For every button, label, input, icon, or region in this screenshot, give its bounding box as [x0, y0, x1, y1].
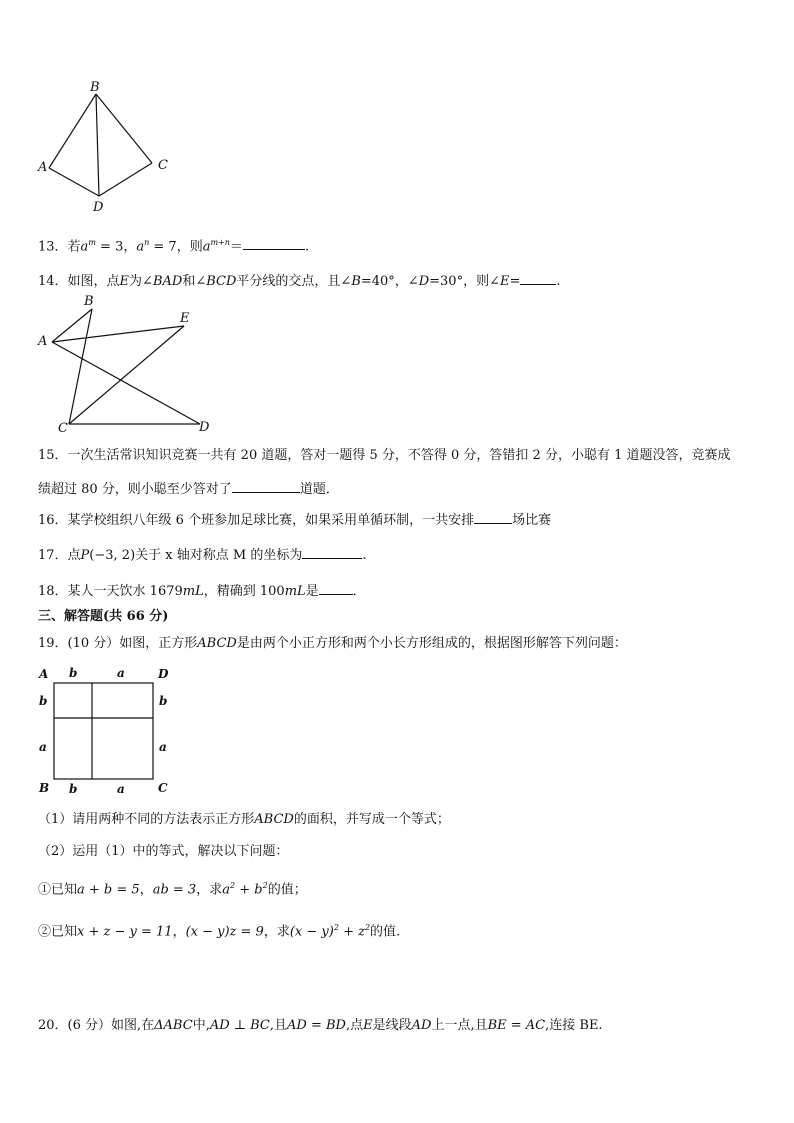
label-B: B — [90, 80, 100, 95]
question-13: 13．若$a^m = 3$，$a^n = 7$，则$a^{m+n}=$ . — [38, 233, 309, 257]
question-16: 16．某学校组织八年级 6 个班参加足球比赛，如果采用单循环制，一共安排 场比赛 — [38, 509, 551, 531]
question-19: 19．(10 分）如图，正方形ABCD是由两个小正方形和两个小长方形组成的，根据图形解答下列问题： — [38, 636, 627, 651]
question-19-case-1: ①已知a + b = 5，ab = 3，求$a^2 + b^2$的值； — [38, 881, 307, 898]
question-20: 20．(6 分）如图,在ΔABC中,AD ⊥ BC,且AD = BD,点E是线段AD上一点,且BE = AC,连接 BE. — [38, 1018, 603, 1033]
top-a: a — [117, 666, 125, 680]
corner-C: C — [158, 781, 168, 795]
question-18: 18．某人一天饮水 1679mL，精确到 100mL是 ． — [38, 580, 366, 602]
question-14: 14．如图，点E为∠BAD和∠BCD平分线的交点，且∠B=40°，∠D=30°，则∠E= . — [38, 270, 561, 292]
bottom-b: b — [69, 782, 78, 796]
question-17: 17．点P(−3, 2)关于 x 轴对称点 M 的坐标为 . — [38, 544, 366, 566]
section-3-title: 三、解答题(共 66 分) — [38, 609, 169, 624]
top-b: b — [69, 666, 78, 680]
left-b: b — [39, 694, 48, 708]
left-a: a — [39, 740, 47, 754]
label-A: A — [38, 334, 48, 349]
corner-A: A — [39, 667, 49, 681]
question-19-part-2: （2）运用（1）中的等式，解决以下问题： — [38, 844, 289, 859]
corner-D: D — [158, 667, 169, 681]
right-b: b — [159, 694, 168, 708]
corner-B: B — [39, 781, 50, 795]
label-C: C — [158, 158, 168, 173]
question-15-line-2: 绩超过 80 分，则小聪至少答对了 道题． — [38, 478, 339, 500]
label-E: E — [180, 311, 190, 326]
label-C: C — [58, 421, 68, 436]
question-19-case-2: ②已知x + z − y = 11，(x − y)z = 9，求$(x - y)^2 + z^2$的值. — [38, 923, 401, 940]
question-15-line-1: 15．一次生活常识知识竞赛一共有 20 道题，答对一题得 5 分，不答得 0 分，答错扣 2 分，小聪有 1 道题没答，竞赛成 — [38, 448, 731, 463]
label-A: A — [38, 160, 48, 175]
right-a: a — [159, 740, 167, 754]
question-19-part-1: （1）请用两种不同的方法表示正方形ABCD的面积，并写成一个等式； — [38, 812, 450, 827]
bottom-a: a — [117, 782, 125, 796]
label-B: B — [84, 294, 94, 309]
label-D: D — [199, 420, 210, 435]
label-D: D — [93, 200, 104, 215]
